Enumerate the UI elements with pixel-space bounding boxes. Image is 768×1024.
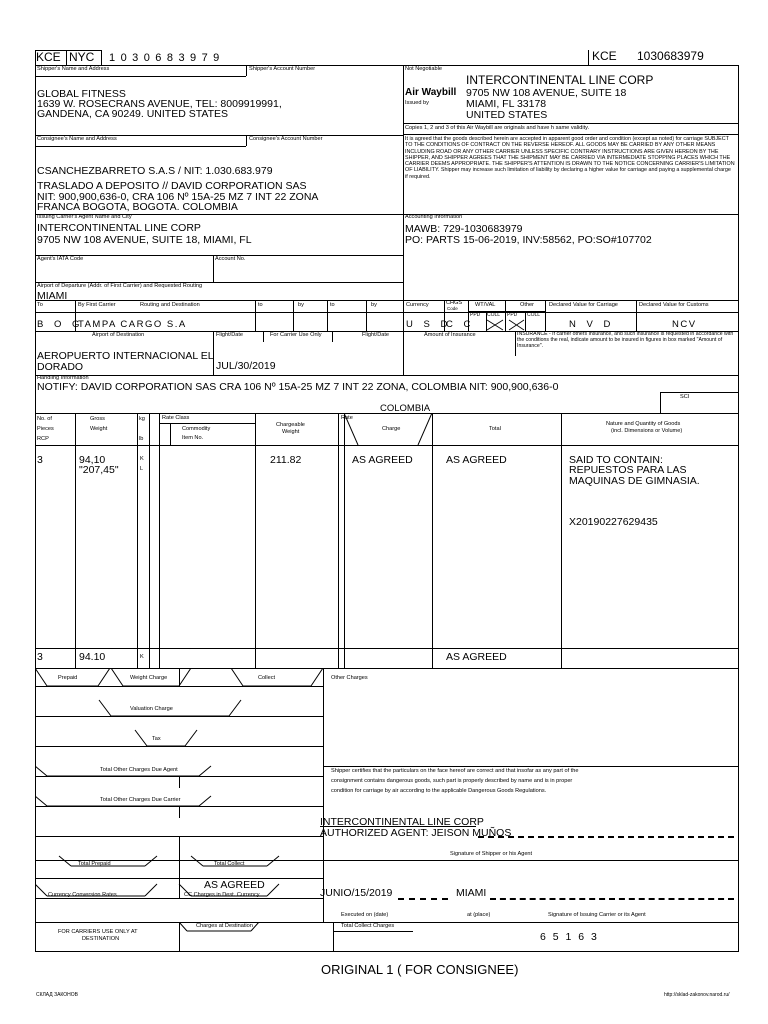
airport-destination-label: Airport of Destination (92, 332, 145, 338)
ppd-label-2: PPD (507, 312, 518, 318)
destination-diagonals (179, 922, 333, 934)
shipper-line-2: 1639 W. ROSECRANS AVENUE, TEL: 8009919991, (37, 98, 282, 110)
consignee-name-label: Consignee's Name and Address (37, 136, 117, 142)
air-waybill-title: Air Waybill (405, 87, 457, 98)
coll-label-1: COLL (487, 312, 501, 318)
wtval-label: WT/VAL (475, 302, 496, 308)
pieces-label-2: Pieces (37, 426, 54, 432)
awb-number-right: 1030683979 (637, 49, 704, 63)
not-negotiable-label: Not Negotiable (405, 66, 443, 72)
chgs-label: CHGS (446, 300, 463, 306)
total-collect-label: Total Collect (214, 861, 245, 867)
charges-destination-label: Charges at Destination (196, 923, 253, 929)
other-label: Other (520, 302, 534, 308)
nature-line-2: REPUESTOS PARA LAS (569, 464, 687, 476)
accounting-line-1: MAWB: 729-1030683979 (405, 223, 523, 235)
executed-on-label: Executed on (date) (341, 912, 389, 918)
total-collect-charges-label: Total Collect Charges (341, 923, 395, 929)
prefix-box (35, 50, 67, 66)
currency-rates-label: Currency Conversion Rates (48, 892, 117, 898)
pieces-label-1: No. of (37, 416, 52, 422)
handling-info-label: Handling Information (37, 375, 89, 381)
declared-customs-value: NCV (672, 319, 697, 330)
nature-line-3: MAQUINAS DE GIMNASIA. (569, 475, 700, 487)
nature-line-1: SAID TO CONTAIN: (569, 454, 663, 466)
coll-label-2: COLL (527, 312, 541, 318)
by-label-3: by (371, 302, 377, 308)
nature-label-1: Nature and Quantity of Goods (606, 421, 681, 427)
awb-number-left: 1 0 3 0 6 8 3 9 7 9 (109, 52, 221, 64)
rate-charge-diagonals (344, 413, 432, 445)
by-label-2: by (298, 302, 304, 308)
sum-kg-flag: K (140, 654, 144, 660)
awb-prefix-right: KCE (592, 49, 617, 63)
flight-date-value: JUL/30/2019 (216, 360, 276, 372)
handling-line-2: COLOMBIA (380, 403, 431, 414)
destination-airport-2: DORADO (37, 361, 84, 373)
lb-label: lb (139, 436, 144, 442)
serial-number: 6 5 1 6 3 (540, 931, 599, 943)
original-copy-title: ORIGINAL 1 ( FOR CONSIGNEE) (321, 962, 519, 977)
nature-label-2: (incl. Dimensions or Volume) (611, 428, 683, 434)
code-label: Code (447, 306, 458, 311)
account-no-label: Account No. (215, 256, 246, 262)
ppd-label-1: PPD (470, 312, 481, 318)
total-other-agent-label: Total Other Charges Due Agent (100, 767, 178, 773)
prepaid-label: Prepaid (58, 675, 78, 681)
declared-customs-label: Declared Value for Customs (639, 302, 709, 308)
gross-weight-lb-value: "207,45" (79, 464, 119, 476)
origin-code: NYC (69, 50, 95, 64)
issuer-line-2: MIAMI, FL 33178 (466, 98, 547, 110)
executed-date: JUNIO/15/2019 (320, 887, 393, 899)
tax-label: Tax (152, 736, 161, 742)
signature-carrier-label: Signature of Issuing Carrier or its Agent (548, 912, 646, 918)
issuing-agent-label: Issuing Carrier's Agent Name and City (37, 214, 132, 220)
coll-cross-marks (486, 319, 526, 331)
weight-charge-label: Weight Charge (130, 675, 168, 681)
consignee-line-2: TRASLADO A DEPOSITO // DAVID CORPORATION SAS (37, 180, 307, 192)
consignee-account-label: Consignee's Account Number (249, 136, 323, 142)
issuer-line-1: 9705 NW 108 AVENUE, SUITE 18 (466, 87, 627, 99)
weight-label: Weight (90, 426, 108, 432)
rcp-label: RCP (37, 436, 49, 442)
flight-date-label-1: Flight/Date (216, 332, 244, 338)
issued-by-label: Issued by (405, 100, 429, 106)
shipper-line-1: GLOBAL FITNESS (37, 88, 126, 100)
signature-agent: AUTHORIZED AGENT: JEISON MUÑOS (320, 827, 512, 839)
destination-code: B O G (37, 319, 84, 330)
total-prepaid-label: Total Prepaid (78, 861, 111, 867)
rate-class-label: Rate Class (162, 415, 190, 421)
total-other-carrier-label: Total Other Charges Due Carrier (100, 797, 181, 803)
signature-shipper-label: Signature of Shipper or his Agent (450, 851, 533, 857)
shipper-line-3: GANDENA, CA 90249. UNITED STATES (37, 108, 228, 120)
gross-weight-value: 94,10 (79, 454, 106, 466)
executed-place: MIAMI (456, 887, 487, 899)
other-charges-label: Other Charges (331, 675, 368, 681)
total-value: AS AGREED (446, 454, 507, 466)
chargeable-weight-value: 211.82 (270, 454, 302, 466)
chargeable-label: Chargeable (276, 422, 305, 428)
carriers-use-label-1: FOR CARRIERS USE ONLY AT (58, 929, 138, 935)
pieces-value: 3 (37, 454, 43, 466)
total-collect-value: AS AGREED (204, 879, 265, 891)
sum-pieces: 3 (37, 651, 43, 663)
sum-total: AS AGREED (446, 651, 507, 663)
shipper-cert-2: consignment contains dangerous goods, such part is properly described by name and is in proper (331, 778, 573, 784)
shipper-cert-3: condition for carriage by air according to the applicable Dangerous Goods Regulations. (331, 788, 547, 794)
routing-destination-label: Routing and Destination (140, 302, 200, 308)
conditions-text: It is agreed that the goods described herein are accepted in apparent good order and condition (except as noted) for carriage SUBJECT TO THE CONDITIONS OF CONTRACT ON THE REVERSE HEREOF. ALL GOODS MAY BE CARRIED BY ANY OTHER MEANS INCLUDING ROAD OR ANY OTHER CARRIER UNLESS SPECIFIC CONTRARY INSTRUCTIONS ARE GIVEN HEREON BY THE SHIPPER, AND SHIPPER AGREES THAT THE SHIPMENT MAY BE CARRIED VIA INTERMEDIATE STOPPING PLACES WHICH THE CARRIER DEEMS APPROPRIATE. THE SHIPPER'S ATTENTION IS DRAWN TO THE NOTICE CONCERNING CARRIER'S LIMITATION OF LIABILITY. Shipper may increase such limitation of liability by declaring a higher value for carriage and paying a supplemental charge if required. (405, 136, 735, 180)
sum-weight: 94.10 (79, 651, 106, 663)
agent-line-2: 9705 NW 108 AVENUE, SUITE 18, MIAMI, FL (37, 234, 252, 246)
departure-airport: MIAMI (37, 290, 68, 302)
total-label: Total (489, 426, 501, 432)
handling-line-1: NOTIFY: DAVID CORPORATION SAS CRA 106 Nº 15A-25 MZ 7 INT 22 ZONA, COLOMBIA NIT: 900,900,636-0 (37, 381, 559, 393)
gross-label: Gross (90, 416, 105, 422)
at-place-label: at (place) (467, 912, 491, 918)
item-no-label: Item No. (182, 435, 204, 441)
agent-line-1: INTERCONTINENTAL LINE CORP (37, 222, 201, 234)
consignee-line-1: CSANCHEZBARRETO S.A.S / NIT: 1.030.683.979 (37, 165, 273, 177)
sci-label: SCI (680, 394, 690, 400)
to-label-2: to (258, 302, 263, 308)
flight-date-label-2: Flight/Date (362, 332, 390, 338)
charges-diagonals (35, 668, 323, 922)
reference-number: X20190227629435 (569, 516, 658, 528)
first-carrier-label: By First Carrier (78, 302, 116, 308)
rate-label: Rate (341, 415, 353, 421)
kg-label: kg (139, 416, 145, 422)
declared-carriage-label: Declared Value for Carriage (549, 302, 618, 308)
declared-carriage-value: N V D (569, 319, 615, 330)
consignee-line-3: NIT: 900,900,636-0, CRA 106 Nº 15A-25 MZ 7 INT 22 ZONA (37, 191, 319, 203)
consignee-line-4: FRANCA BOGOTA, BOGOTA. COLOMBIA (37, 201, 238, 213)
commodity-label: Commodity (182, 426, 211, 432)
accounting-info-label: Accounting Information (405, 214, 463, 220)
carrier-use-label: For Carrier Use Only (270, 332, 322, 338)
accounting-line-2: PO: PARTS 15-06-2019, INV:58562, PO:SO#107702 (405, 234, 652, 246)
issuer-line-3: UNITED STATES (466, 109, 548, 121)
currency-label: Currency (406, 302, 429, 308)
shipper-cert-1: Shipper certifies that the particulars on the face hereof are correct and that insofar as any part of the (331, 768, 579, 774)
to-label-3: to (330, 302, 335, 308)
cc-charges-label: CC Charges in Dest. Currency (184, 892, 260, 898)
chargeable-weight-label: Weight (282, 429, 300, 435)
collect-label: Collect (258, 675, 276, 681)
destination-airport-1: AEROPUERTO INTERNACIONAL EL (37, 350, 214, 362)
kg-flag: K (140, 456, 144, 462)
to-label: To (37, 302, 43, 308)
chgs-code-value: C C (446, 319, 475, 330)
first-carrier-value: TAMPA CARGO S.A (78, 319, 187, 330)
origin-box (66, 50, 102, 66)
valuation-charge-label: Valuation Charge (130, 706, 173, 712)
lb-flag: L (140, 466, 144, 472)
charge-label: Charge (382, 426, 401, 432)
issuer-name: INTERCONTINENTAL LINE CORP (466, 73, 654, 87)
amount-insurance-label: Amount of Insurance (424, 332, 476, 338)
airport-departure-label: Airport of Departure (Addr. of First Carrier) and Requested Routing (37, 283, 203, 289)
agent-iata-label: Agent's IATA Code (37, 256, 84, 262)
shipper-account-label: Shipper's Account Number (249, 66, 316, 72)
carriers-use-label-2: DESTINATION (82, 936, 120, 942)
copies-note: Copies 1, 2 and 3 of this Air Waybill are originals and have h same validity. (405, 125, 590, 131)
shipper-name-label: Shipper's Name and Address (37, 66, 110, 72)
signature-company: INTERCONTINENTAL LINE CORP (320, 816, 484, 828)
footer-left-text: СКЛАД ЗАКОНОВ (36, 992, 79, 998)
rate-charge-value: AS AGREED (352, 454, 413, 466)
insurance-note: INSURANCE - If carrier others Insurance, and such insurance is requested in accordance with the conditions the real, indicate amount to be insured in figures in box marked "Amount of Insurance". (517, 331, 734, 349)
footer-right-text: http://sklad-zakonov.narod.ru/ (664, 992, 730, 998)
currency-value: U S D (406, 319, 452, 330)
awb-prefix-left: KCE (36, 50, 61, 64)
